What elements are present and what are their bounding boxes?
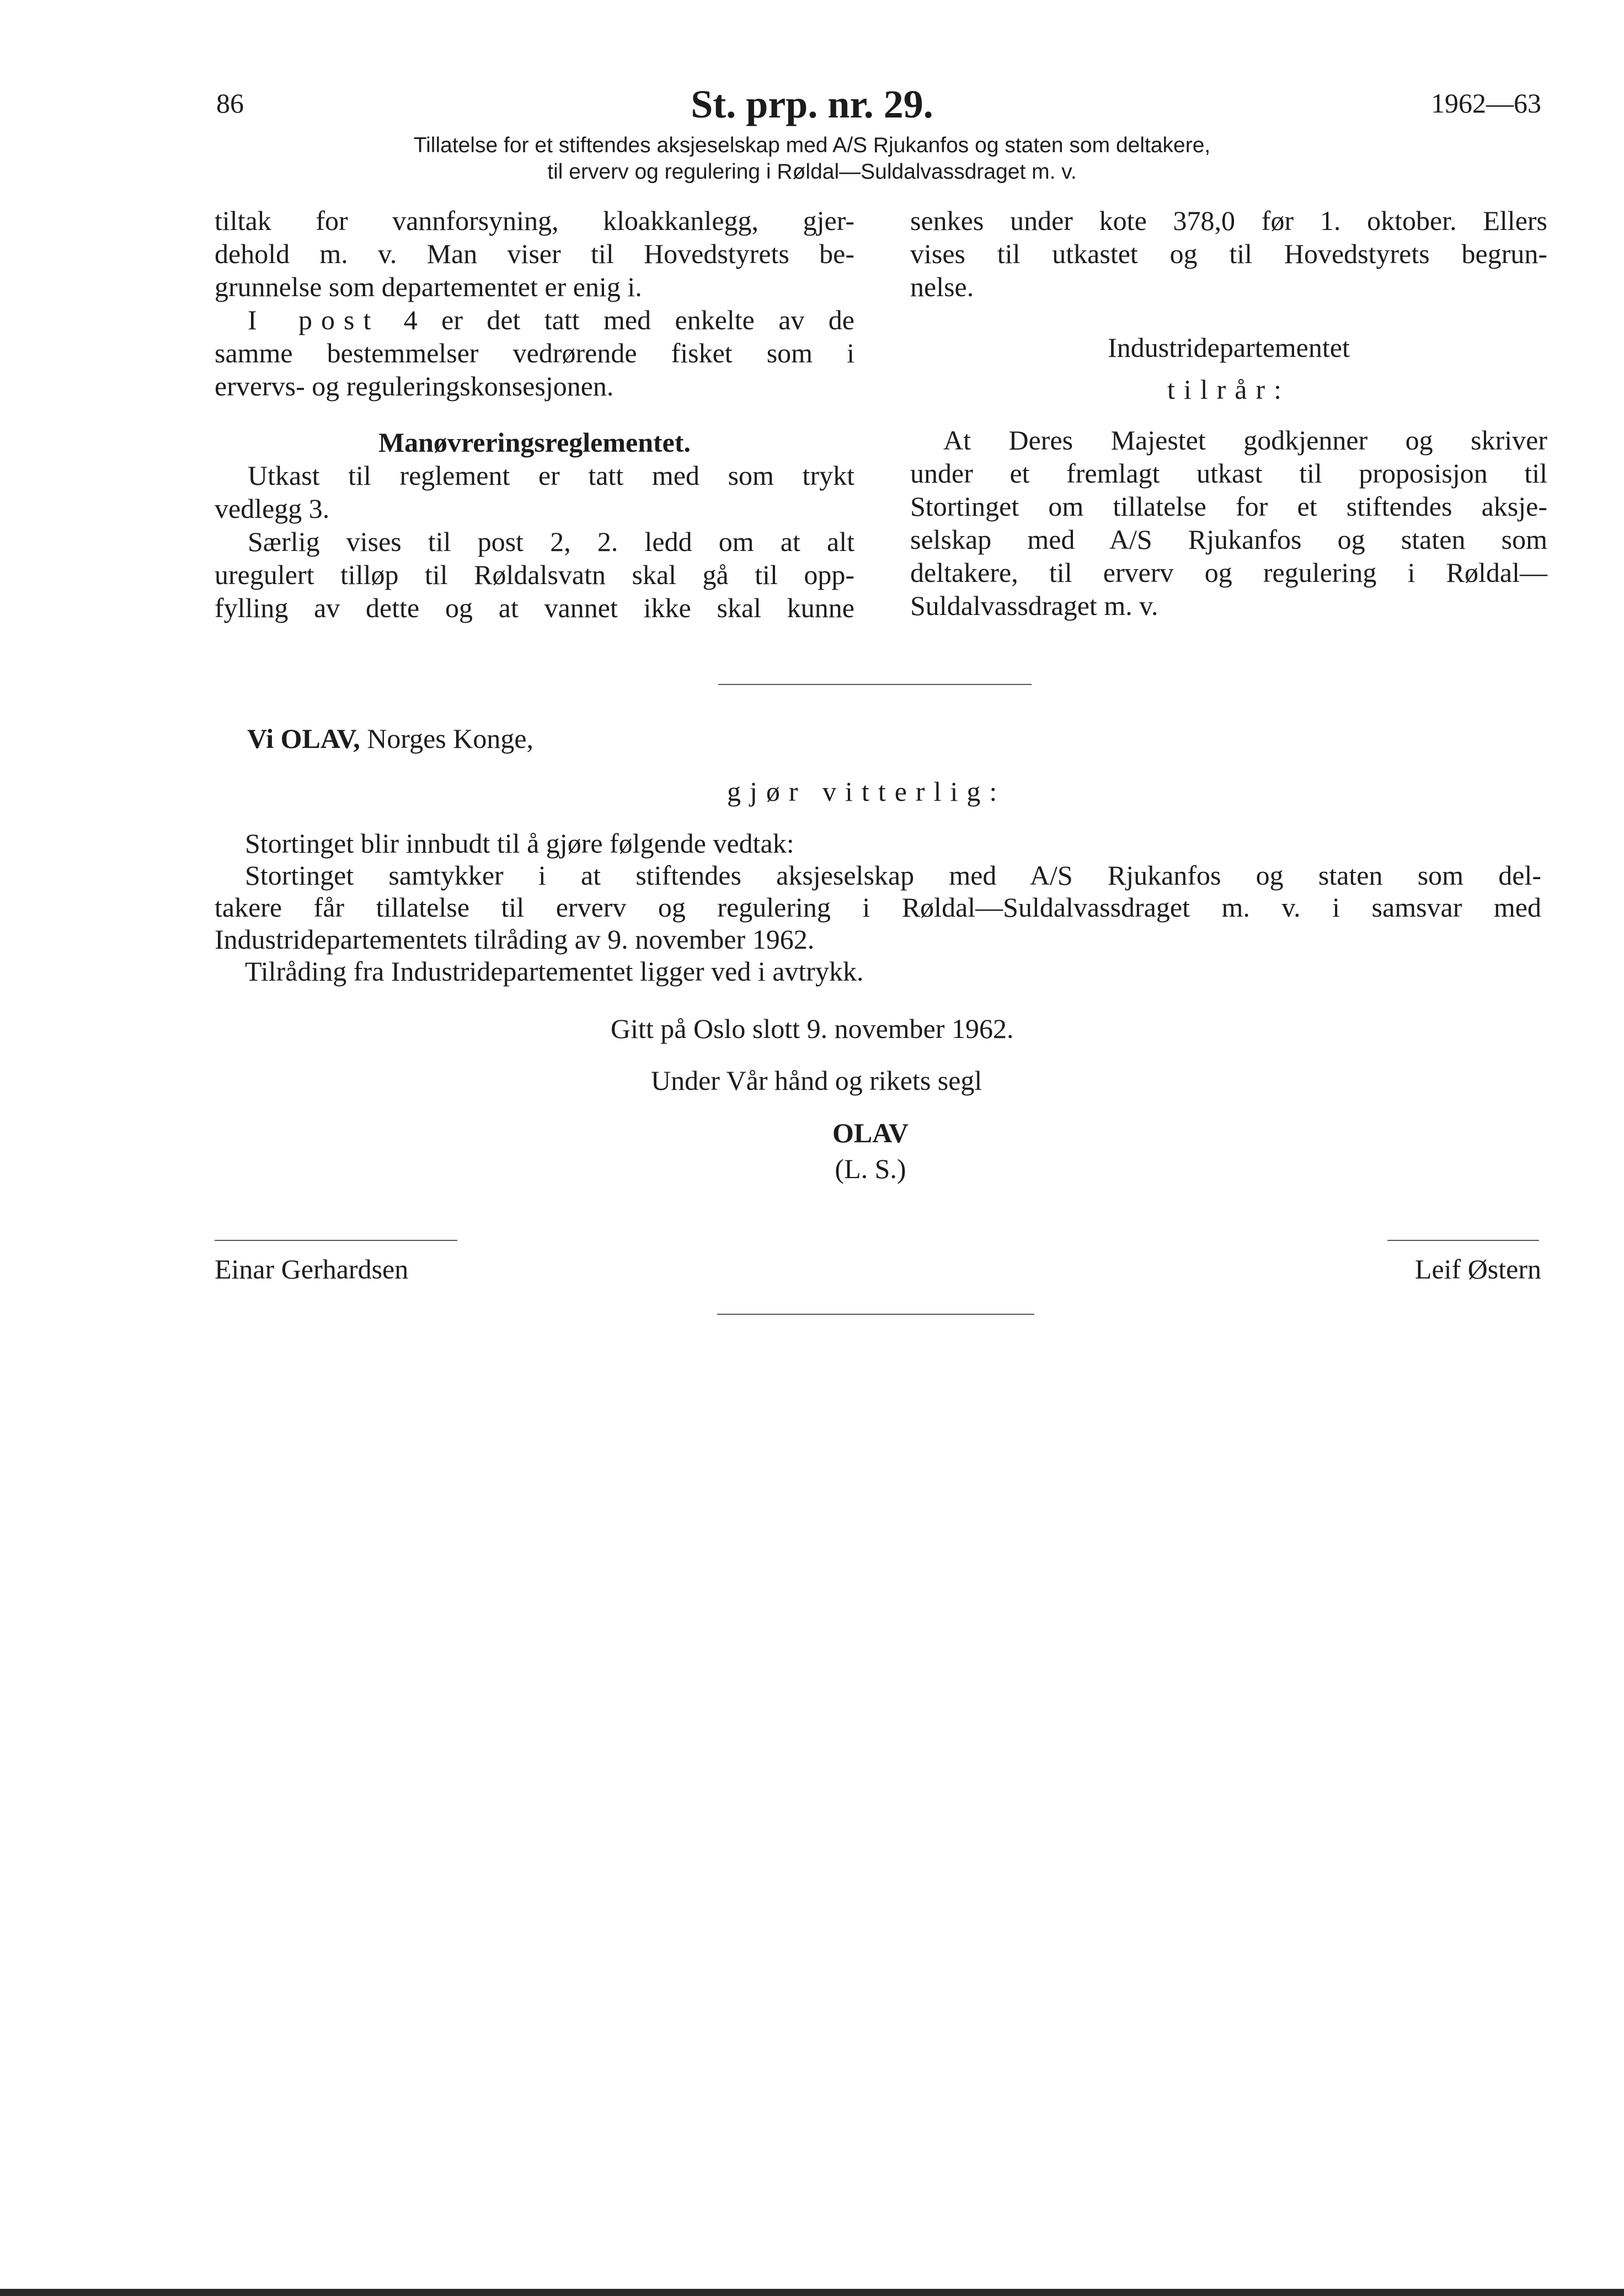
given-at: Gitt på Oslo slott 9. november 1962. [611,1013,1014,1044]
subtitle-line: Tillatelse for et stiftendes aksjeselskap med A/S Rjukanfos og staten som deltakere, [413,133,1211,157]
scan-edge [0,2289,1624,2296]
left-column [215,204,854,624]
text-line: Særlig vises til post 2, 2. ledd om at alt [248,526,854,557]
text-line: grunnelse som departementet er enig i. [215,271,642,302]
text-line: Stortinget samtykker i at stiftendes aksjeselskap med A/S Rjukanfos og staten som del- [245,860,1541,891]
subtitle-line: til erverv og regulering i Røldal—Suldalvassdraget m. v. [547,160,1077,184]
text-line [215,303,854,336]
text-line: senkes under kote 378,0 før 1. oktober. Ellers [910,205,1547,236]
text-line: selskap med A/S Rjukanfos og staten som [910,524,1547,555]
proclamation: gjør vitterlig: [727,776,1006,807]
text-line: Tilråding fra Industridepartementet ligger ved i avtrykk. [245,956,864,987]
section-divider [718,684,1032,685]
text-line: takere får tillatelse til erverv og regulering i Røldal—Suldalvassdraget m. v. i samsvar med [215,892,1541,923]
text-line: Utkast til reglement er tatt med som trykt [248,460,854,491]
text-line: deltakere, til erverv og regulering i Røldal— [910,557,1547,588]
text-line: vedlegg 3. [215,493,330,524]
royal-name: Vi OLAV, [247,723,360,754]
right-column [910,204,1547,622]
text-line: dehold m. v. Man viser til Hovedstyrets be- [215,238,854,269]
text-fragment: 4 er det tatt med enkelte av de [380,304,854,335]
signer-name: OLAV [832,1117,909,1148]
royal-opening [247,722,533,754]
text-line: At Deres Majestet godkjenner og skriver [943,425,1547,456]
document-subtitle [0,132,1624,185]
closing-divider [717,1314,1034,1315]
seal-mark: (L. S.) [835,1153,906,1184]
decree-text [215,827,1541,987]
text-line: fylling av dette og at vannet ikke skal kunne [215,592,854,623]
section-heading: Manøvreringsreglementet. [378,427,691,458]
countersignature-right: Leif Østern [1414,1254,1541,1285]
text-line: ervervs- og reguleringskonsesjonen. [215,371,614,402]
document-title: St. prp. nr. 29. [691,82,933,126]
text-line: Suldalvassdraget m. v. [910,590,1158,621]
document-year: 1962—63 [1431,88,1541,119]
text-line: tiltak for vannforsyning, kloakkanlegg, gjer- [215,205,854,236]
text-line: samme bestemmelser vedrørende fisket som i [215,338,854,368]
countersignature-left: Einar Gerhardsen [215,1254,409,1285]
text-line: uregulert tilløp til Røldalsvatn skal gå til opp- [215,559,854,590]
text-line: under et fremlagt utkast til proposisjon til [910,458,1547,489]
signature-rule-right [1387,1240,1539,1241]
text-line: Stortinget om tillatelse for et stiftendes aksje- [910,491,1547,522]
emphasis-post: I post [248,304,380,335]
text-line: vises til utkastet og til Hovedstyrets begrun- [910,238,1547,269]
royal-title: Norges Konge, [360,723,534,754]
under-seal: Under Vår hånd og rikets segl [651,1065,982,1096]
text-line: nelse. [910,271,974,302]
signature-rule-left [215,1240,457,1241]
ministry-name: Industridepartementet [1108,332,1350,363]
text-line: Industridepartementets tilråding av 9. november 1962. [215,924,815,955]
text-line: Stortinget blir innbudt til å gjøre følgende vedtak: [245,828,794,859]
recommends-label: tilrår: [1167,374,1291,405]
page-number: 86 [216,88,244,119]
